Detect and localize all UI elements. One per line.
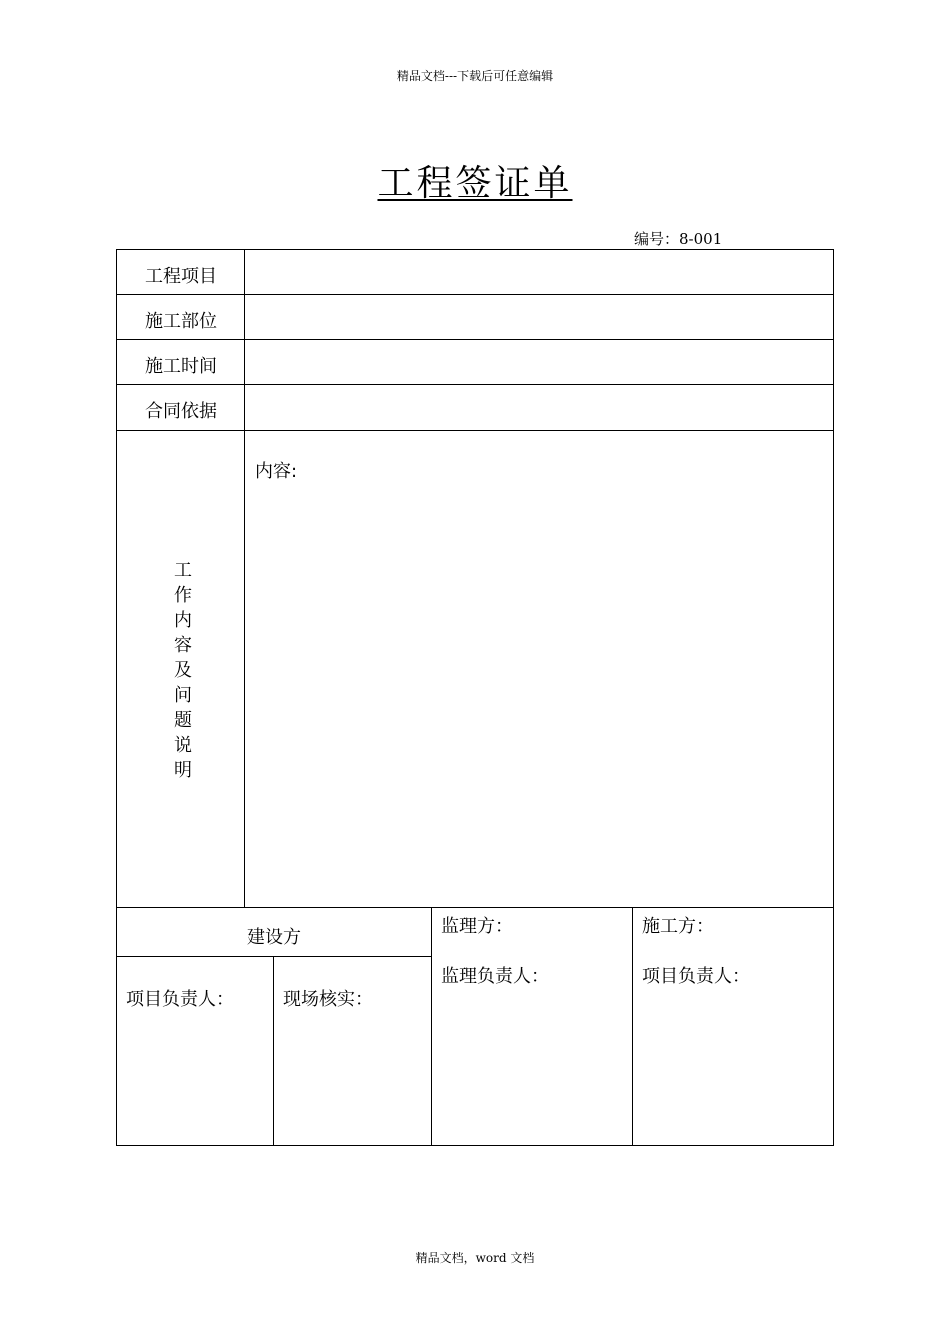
- label-construction-location: 施工部位: [145, 311, 217, 332]
- column-divider: [273, 956, 274, 1145]
- supervisor-manager-label: 监理负责人：: [441, 966, 549, 987]
- row-divider: [117, 339, 833, 340]
- footer-note: 精品文档，word 文档: [415, 1251, 535, 1265]
- document-number: [634, 228, 722, 249]
- row-divider: [117, 294, 833, 295]
- column-divider: [632, 907, 633, 1145]
- header-note: 精品文档---下载后可任意编辑: [396, 69, 554, 83]
- row-divider: [117, 430, 833, 431]
- document-title: [0, 155, 950, 206]
- label-contract-basis: 合同依据: [145, 401, 217, 422]
- contractor-manager-label: 项目负责人：: [642, 966, 750, 987]
- owner-title: 建设方: [247, 927, 301, 948]
- work-description-label: 工作内容及问题说明: [171, 560, 192, 785]
- document-number-value: 8-001: [679, 230, 723, 248]
- contractor-title: 施工方：: [642, 916, 714, 937]
- document-number-label: 编号：: [634, 230, 680, 248]
- form-table: [116, 249, 834, 1146]
- supervisor-title: 监理方：: [441, 916, 513, 937]
- owner-project-manager-label: 项目负责人：: [126, 989, 234, 1010]
- owner-site-verification-label: 现场核实：: [283, 989, 373, 1010]
- document-title-text: 工程签证单: [377, 163, 573, 204]
- label-construction-time: 施工时间: [145, 356, 217, 377]
- label-project: 工程项目: [145, 266, 217, 287]
- column-divider: [431, 907, 432, 1145]
- work-description-label-cell: [117, 560, 245, 790]
- row-divider: [117, 384, 833, 385]
- row-divider: [117, 907, 833, 908]
- row-divider: [117, 956, 431, 957]
- content-label: 内容:: [255, 461, 298, 482]
